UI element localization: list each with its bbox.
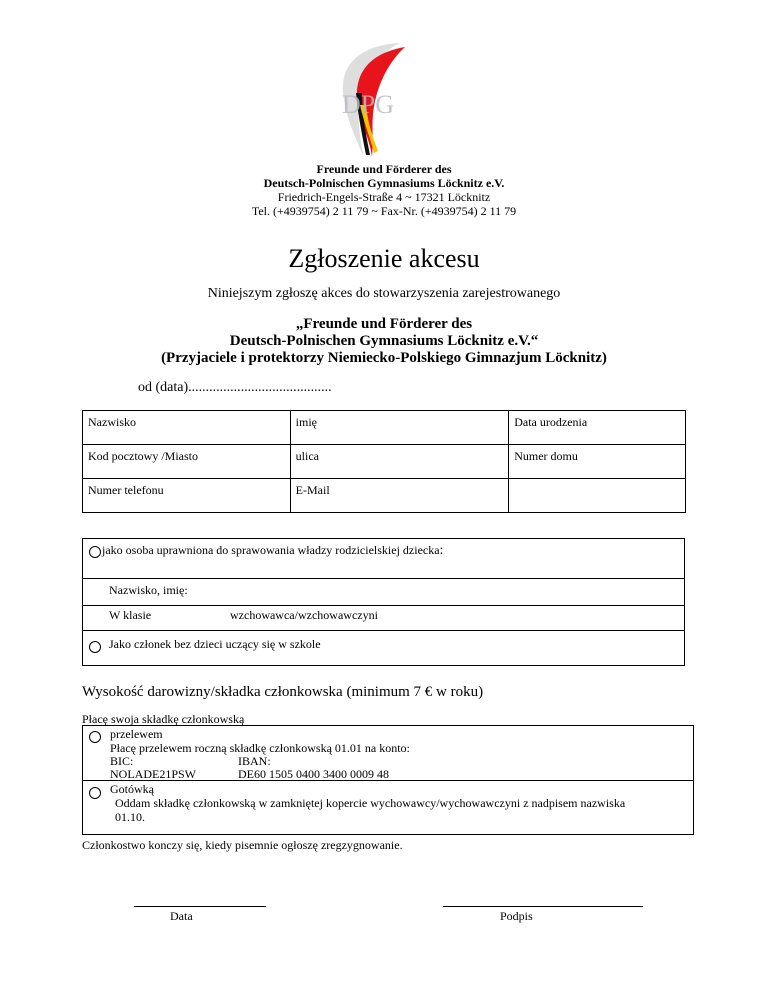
org-line2: Deutsch-Polnischen Gymnasiums Löcknitz e.V.“ xyxy=(229,333,539,349)
iban-label: IBAN: xyxy=(238,754,271,768)
table-cell[interactable]: Numer domu xyxy=(509,445,686,479)
cash-label: Gotówką xyxy=(110,782,154,796)
bic-label: BIC: xyxy=(110,754,134,768)
resignation-note: Członkostwo konczy się, kiedy pisemnie ogłoszę zregzygnowanie. xyxy=(82,838,403,852)
guardian-radio[interactable] xyxy=(89,546,101,558)
transfer-radio[interactable] xyxy=(89,731,101,743)
member-radio[interactable] xyxy=(89,641,101,653)
class-label: W klasie xyxy=(109,608,152,622)
date-field[interactable]: od (data)......................................... xyxy=(138,380,332,395)
header-line2: Deutsch-Polnischen Gymnasiums Löcknitz e.V. xyxy=(263,176,505,190)
divider xyxy=(82,630,685,631)
table-cell[interactable]: E-Mail xyxy=(290,479,509,513)
personal-data-table xyxy=(82,410,686,513)
table-cell[interactable]: ulica xyxy=(290,445,509,479)
member-option-label: Jako członek bez dzieci uczący się w szkole xyxy=(109,637,321,651)
intro-text: Niniejszym zgłoszę akces do stowarzyszenia zarejestrowanego xyxy=(207,286,561,301)
table-cell[interactable]: Data urodzenia xyxy=(509,411,686,445)
bic-value: NOLADE21PSW xyxy=(110,767,196,781)
cash-text: Oddam składkę członkowską w zamkniętej kopercie wychowawcy/wychowawczyni z nadpisem nazwiska xyxy=(115,796,626,810)
sign-signature-label: Podpis xyxy=(500,909,533,923)
date-signature-line[interactable] xyxy=(134,906,266,907)
header-line1: Freunde und Förderer des xyxy=(316,162,452,176)
guardian-option-label: jako osoba uprawniona do sprawowania władzy rodzicielskiej dziecka: xyxy=(102,543,444,558)
cash-radio[interactable] xyxy=(89,787,101,799)
divider xyxy=(82,605,685,606)
donation-heading: Wysokość darowizny/składka członkowska (minimum 7 € w roku) xyxy=(82,684,484,700)
dpg-swoosh-icon xyxy=(300,35,430,160)
header-address: Friedrich-Engels-Straße 4 ~ 17321 Löcknitz xyxy=(277,190,491,204)
divider xyxy=(82,578,685,579)
header-phone: Tel. (+4939754) 2 11 79 ~ Fax-Nr. (+4939754) 2 11 79 xyxy=(251,204,517,218)
teacher-label: wzchowawca/wzchowawczyni xyxy=(230,608,378,622)
table-cell[interactable]: Nazwisko xyxy=(83,411,291,445)
org-line1: „Freunde und Förderer des xyxy=(295,316,473,332)
org-line3: (Przyjaciele i protektorzy Niemiecko-Polskiego Gimnazjum Löcknitz) xyxy=(161,350,607,366)
page-title: Zgłoszenie akcesu xyxy=(288,244,480,273)
guardian-name-label: Nazwisko, imię: xyxy=(109,583,188,597)
payment-intro: Płacę swoja składkę członkowską xyxy=(82,712,245,726)
cash-date: 01.10. xyxy=(115,810,145,824)
iban-value: DE60 1505 0400 3400 0009 48 xyxy=(238,767,389,781)
transfer-text: Płacę przelewem roczną składkę członkowską 01.01 na konto: xyxy=(110,741,410,755)
table-cell[interactable]: Numer telefonu xyxy=(83,479,291,513)
date-signature-label: Data xyxy=(170,909,193,923)
sign-signature-line[interactable] xyxy=(443,906,643,907)
table-cell[interactable]: Kod pocztowy /Miasto xyxy=(83,445,291,479)
svg-text:DPG: DPG xyxy=(342,90,395,119)
transfer-label: przelewem xyxy=(110,727,163,741)
table-cell[interactable] xyxy=(509,479,686,513)
logo xyxy=(300,35,430,160)
table-cell[interactable]: imię xyxy=(290,411,509,445)
